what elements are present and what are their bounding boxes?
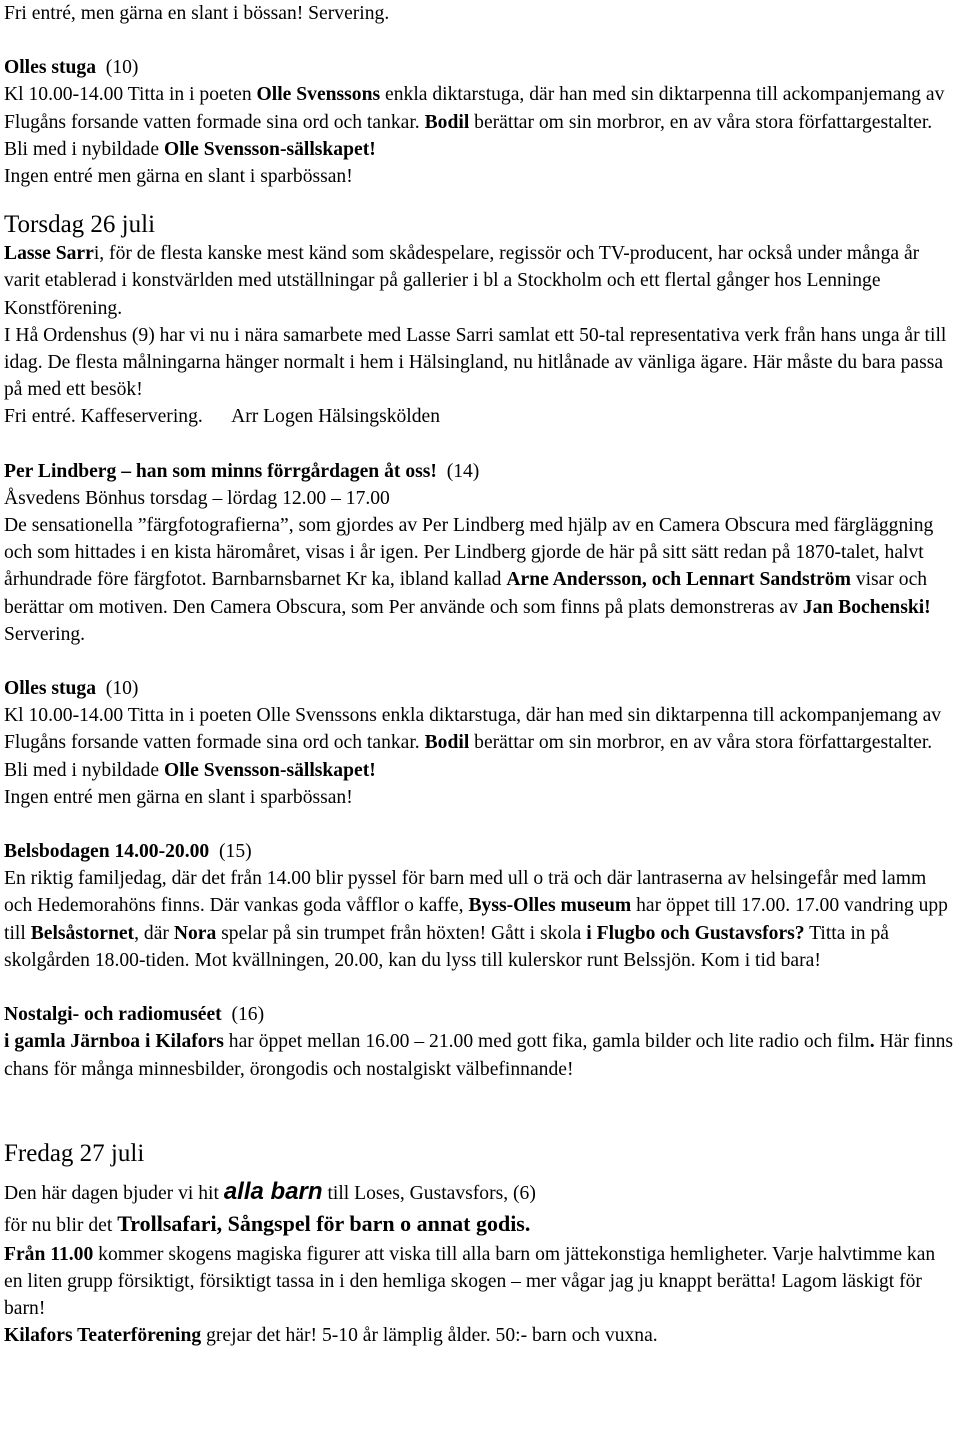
section-per-lindberg [4, 458, 956, 648]
section-title: Nostalgi- och radiomuséet [4, 1004, 222, 1026]
text: till Loses, Gustavsfors, (6) [322, 1182, 536, 1204]
text: enkla diktarstuga, där han med sin diktarpenna till ackompanjemang av Flugåns forsande vatten formade sina ord och tankar. [4, 705, 942, 754]
text: spelar på sin trumpet från höxten! Gått i skola [216, 922, 587, 944]
text: för nu blir det [4, 1214, 118, 1236]
bold-text: Bodil [424, 111, 470, 133]
text: De sensationella ”färgfotografierna”, som gjordes av Per Lindberg med hjälp av en Camera Obscura med färgläggning och som hittades i en kista häromåret, visas i år igen. Per Lindberg gjorde de här på sitt sätt redan på 1870-talet, halvt århundrade före färgfotot. Barnbarnsbarnet Kr ka, ibland kallad [4, 515, 934, 591]
section-number: (10) [105, 57, 139, 79]
bold-text: Kilafors Teaterförening [4, 1325, 202, 1347]
text: En riktig familjedag, där det från 14.00 blir pyssel för barn med ull o trä och där lantraserna av helsingefår med lamm och Hedemorahöns finns. Där vankas goda våfflor o kaffe, [4, 868, 927, 917]
text: har öppet till 17.00. 17.00 vandring upp till [4, 895, 948, 944]
section-torsdag [4, 210, 956, 430]
text: grejar det här! 5-10 år lämplig ålder. 50:- barn och vuxna. [201, 1325, 658, 1347]
bold-text: Olle Svensson-sällskapet! [164, 759, 376, 781]
bold-text: Byss-Olles museum [468, 895, 632, 917]
bold-text: . [869, 1031, 875, 1053]
bold-text: i Flugbo och Gustavsfors? [586, 922, 805, 944]
section-title: Olles stuga [4, 678, 96, 700]
bold-text: Arne Andersson, och Lennart Sandström [506, 569, 851, 591]
text: kommer skogens magiska figurer att viska till alla barn om jättekonstiga hemligheter. Varje halvtimme kan en liten grupp försiktigt, försiktigt tassa in i den hemliga skogen – mer vågar jag ju knappt berätta! Lagom läskigt för barn! [4, 1243, 936, 1320]
section-fredag [4, 1137, 956, 1350]
bold-text: Trollsafari, Sångspel för barn o annat godis. [117, 1210, 531, 1236]
text: Här finns chans för många minnesbilder, örongodis och nostalgiskt välbefinnande! [4, 1031, 954, 1080]
section-nostalgi [4, 1001, 956, 1083]
bold-text: Belsåstornet [30, 922, 135, 944]
day-heading: Fredag 27 juli [4, 1139, 145, 1167]
section-number: (10) [105, 678, 139, 700]
text: Ingen entré men gärna en slant i sparbössan! [4, 166, 353, 188]
text: I Hå Ordenshus (9) har vi nu i nära samarbete med Lasse Sarri samlat ett 50-tal representativa verk från hans unga år till idag. De flesta målningarna hänger normalt i hem i Hälsingland, nu hitlånade av vänliga ägare. Här måste du bara passa på med ett besök! [4, 324, 947, 401]
text: , där [134, 922, 174, 944]
bold-text: Olle Svenssons [256, 84, 381, 106]
text: enkla diktarstuga, där han med sin diktarpenna till ackompanjemang av Flugåns forsande vatten formade sina ord och tankar. [4, 84, 945, 133]
bold-text: Från 11.00 [4, 1243, 94, 1265]
section-number: (14) [446, 460, 480, 482]
text: Arr Logen Hälsingskölden [231, 406, 441, 428]
text: Fri entré, men gärna en slant i bössan! Servering. [4, 3, 390, 24]
text: i, för de flesta kanske mest känd som skådespelare, regissör och TV-producent, har också under många år varit etablerad i konstvärlden med utställningar på gallerier i bl a Stockholm och ett flertal gånger hos Lenninge Konstförening. [4, 243, 920, 319]
text: berättar om sin morbror, en av våra stora författargestalter. Bli med i nybildade [4, 732, 933, 781]
bold-text: i gamla Järnboa i Kilafors [4, 1031, 224, 1053]
text: Kl 10.00-14.00 Titta in i poeten [4, 705, 257, 727]
bold-text: Olle Svensson-sällskapet! [164, 138, 376, 160]
text: har öppet mellan 16.00 – 21.00 med gott fika, gamla bilder och lite radio och film [223, 1031, 870, 1053]
section-olles-stuga-1 [4, 54, 956, 190]
text: visar och berättar om motiven. Den Camera Obscura, som Per använde och som finns på plats demonstreras av [4, 569, 928, 618]
section-title: Belsbodagen 14.00-20.00 [4, 841, 210, 863]
text: berättar om sin morbror, en av våra stora författargestalter. Bli med i nybildade [4, 111, 933, 160]
section-number: (15) [219, 841, 252, 863]
section-belsbodagen [4, 838, 956, 974]
section-title: Per Lindberg – han som minns förrgårdagen åt oss! [4, 460, 437, 482]
text: Den här dagen bjuder vi hit [4, 1182, 224, 1204]
intro-line [4, 0, 956, 27]
section-title: Olles stuga [4, 57, 96, 79]
bold-text: Jan Bochenski! [802, 596, 931, 618]
day-heading: Torsdag 26 juli [4, 211, 156, 239]
text: Kl 10.00-14.00 Titta in i poeten [4, 84, 257, 106]
text: Servering. [4, 623, 86, 645]
text: Åsvedens Bönhus torsdag – lördag 12.00 – 17.00 [4, 487, 390, 509]
section-olles-stuga-2 [4, 675, 956, 811]
section-number: (16) [231, 1004, 265, 1026]
text: Olle Svenssons [256, 705, 377, 727]
highlight-text: alla barn [223, 1177, 323, 1205]
text: Ingen entré men gärna en slant i sparbössan! [4, 786, 353, 808]
bold-text: Lasse Sarr [4, 243, 94, 265]
text: Fri entré. Kaffeservering. [4, 406, 203, 428]
text: Titta in på skolgården 18.00-tiden. Mot kvällningen, 20.00, kan du lyss till kulerskor runt Belssjön. Kom i tid bara! [4, 922, 889, 971]
bold-text: Bodil [424, 732, 470, 754]
bold-text: Nora [173, 922, 217, 944]
